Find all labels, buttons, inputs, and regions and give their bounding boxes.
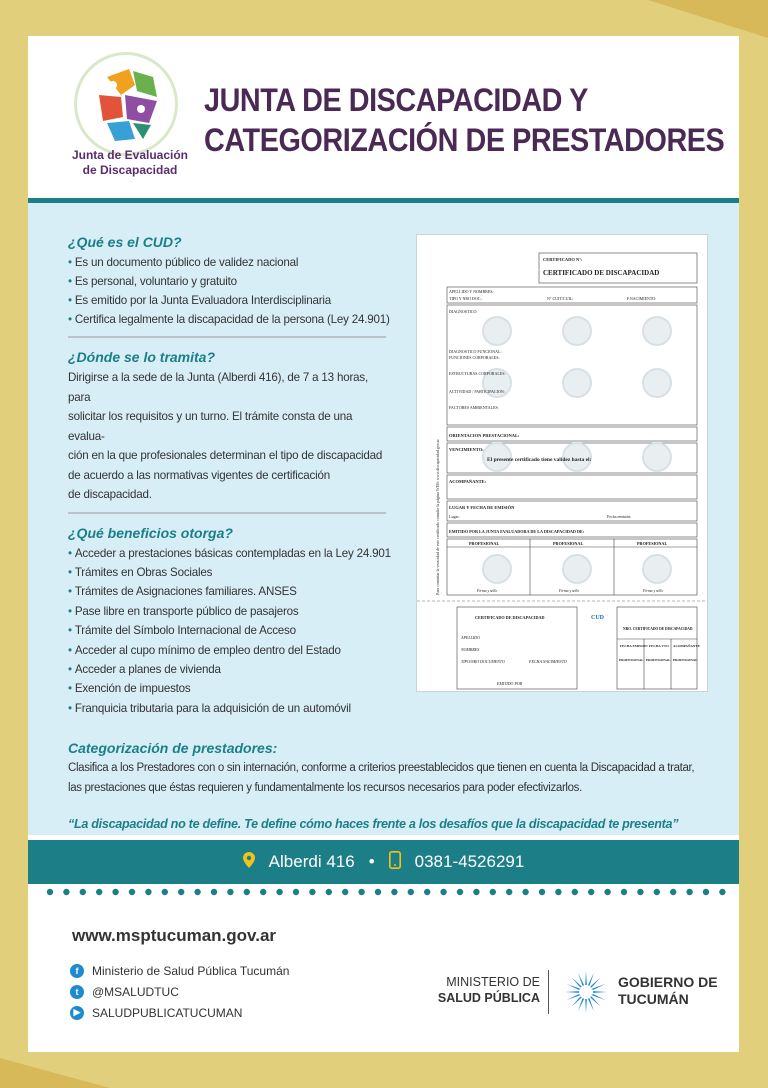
dot (194, 889, 200, 895)
dot (80, 889, 86, 895)
list-item: • Franquicia tributaria para la adquisición de un automóvil (68, 699, 388, 718)
info-column (68, 233, 391, 718)
list-item: • Trámite del Símbolo Internacional de Acceso (68, 621, 388, 640)
list-item: • Trámites de Asignaciones familiares. ANSES (68, 582, 388, 601)
dot (309, 889, 315, 895)
cert-field: ACTIVIDAD / PARTICIPACION: (449, 389, 505, 394)
location-pin-icon (243, 852, 255, 873)
sun-ray (593, 991, 607, 993)
gobierno-line-1: GOBIERNO DE (618, 974, 718, 990)
dot (178, 889, 184, 895)
tramite-text (68, 368, 388, 505)
cert-field: EMITIDO POR LA JUNTA EVALUADORA DE LA DISCAPACIDAD DE: (449, 529, 585, 534)
text-line: las prestaciones que éstas requieren y fundamentalmente los recursos necesarios para poder efectivizarlos. (68, 781, 582, 794)
cert-field: APELLIDO Y NOMBRES: (449, 289, 494, 294)
cert-field: DIAGNOSTICO FUNCIONAL: (449, 349, 502, 354)
cert-validez: El presente certificado tiene validez hasta el: (487, 457, 592, 463)
ministerio-line-2: SALUD PÚBLICA (437, 991, 540, 1005)
certificate-image (416, 234, 708, 692)
dot (457, 889, 463, 895)
cert-profesional: PROFESIONAL (469, 541, 500, 546)
dot (211, 889, 217, 895)
sun-ray (585, 971, 587, 985)
dot (424, 889, 430, 895)
ministerio-logo-text (430, 974, 540, 1006)
dot (358, 889, 364, 895)
facebook-icon: f (70, 964, 84, 978)
junta-logo (60, 52, 200, 182)
text-line: de acuerdo a las normativas vigentes de certificación (68, 468, 331, 482)
dot (276, 889, 282, 895)
list-item: • Certifica legalmente la discapacidad de la persona (Ley 24.901) (68, 310, 388, 329)
categorizacion-text (68, 759, 708, 798)
dot (342, 889, 348, 895)
corner-decoration (0, 1058, 110, 1088)
facebook-link[interactable] (70, 960, 289, 981)
dot (637, 889, 643, 895)
cert-firma: Firma y sello (643, 589, 664, 593)
website-link[interactable]: www.msptucuman.gov.ar (72, 926, 277, 945)
certificate-form (417, 235, 707, 691)
cert-stub-field: ACOMPAÑANTE (673, 644, 700, 648)
cert-field: VENCIMIENTO: (449, 447, 484, 452)
dot (588, 889, 594, 895)
sun-ray (588, 998, 594, 1011)
cert-label-no: CERTIFICADO N°: (543, 257, 583, 262)
sun-ray (565, 991, 579, 993)
cert-stub-field: TIPO/NRO DOCUMENTO (461, 659, 505, 664)
dot (621, 889, 627, 895)
twitter-link[interactable] (70, 981, 289, 1002)
header (28, 36, 739, 200)
sun-ray (585, 999, 587, 1013)
logo-text (60, 148, 200, 178)
youtube-link[interactable] (70, 1002, 289, 1023)
cert-firma: Firma y sello (559, 589, 580, 593)
gobierno-logo-text (618, 974, 718, 1008)
text-line: de discapacidad. (68, 488, 152, 501)
cud-list (68, 253, 388, 329)
dot (260, 889, 266, 895)
title-line-2: CATEGORIZACIÓN DE PRESTADORES (204, 122, 725, 158)
sun-ray (588, 973, 594, 986)
page-title (204, 80, 725, 160)
cert-stub-field: FECHA NACIMIENTO (529, 659, 567, 664)
cert-title: CERTIFICADO DE DISCAPACIDAD (543, 269, 660, 277)
categorizacion-section (68, 739, 708, 798)
cert-profesional: PROFESIONAL (553, 541, 584, 546)
social-links (70, 960, 289, 1023)
youtube-label: SALUDPUBLICATUCUMAN (92, 1005, 243, 1020)
cert-field: ORIENTACION PRESTACIONAL: (449, 433, 520, 438)
dot (326, 889, 332, 895)
dot (145, 889, 151, 895)
sun-ray (567, 994, 580, 1000)
cert-field: ESTRUCTURAS CORPORALES: (449, 371, 506, 376)
cert-stub-field: NOMBRES (461, 647, 480, 652)
dot (47, 889, 53, 895)
dot (408, 889, 414, 895)
dot (490, 889, 496, 895)
footer (28, 900, 739, 1052)
cert-field: TIPO Y NRO DOC.: (449, 296, 483, 301)
dot (63, 889, 69, 895)
logo-separator (548, 970, 549, 1014)
cert-firma: Firma y sello (477, 589, 498, 593)
cert-profesional: PROFESIONAL (637, 541, 668, 546)
logo-puzzle-icon (77, 55, 175, 153)
dot (391, 889, 397, 895)
cud-heading: ¿Qué es el CUD? (68, 234, 182, 250)
ministerio-line-1: MINISTERIO DE (446, 975, 540, 989)
cert-side-text: Para constatar la veracidad de este certificado consulte la página WEB: www.discapacidad.gov.ar (435, 439, 440, 595)
dot (572, 889, 578, 895)
quote: “La discapacidad no te define. Te define cómo haces frente a los desafíos que la discapacidad te presenta” (68, 817, 679, 831)
dot (112, 889, 118, 895)
cert-field: ACOMPAÑANTE: (449, 479, 487, 484)
contact-separator: • (368, 852, 375, 871)
text-line: ción en la que profesionales determinan el tipo de discapacidad (68, 449, 383, 462)
beneficios-heading: ¿Qué beneficios otorga? (68, 524, 233, 541)
sun-ray (592, 994, 605, 1000)
categorizacion-heading: Categorización de prestadores: (68, 740, 278, 756)
cert-stub-field: PROFESIONAL (619, 658, 644, 662)
dot (604, 889, 610, 895)
cert-field: Lugar: (449, 514, 460, 519)
sun-ray (592, 984, 605, 990)
gobierno-sun-icon (564, 970, 608, 1014)
dot (703, 889, 709, 895)
list-item: • Acceder a prestaciones básicas contempladas en la Ley 24.901 (68, 544, 388, 563)
cert-stub-field: EMITIDO POR (497, 681, 523, 686)
twitter-icon: t (70, 985, 84, 999)
dotted-divider (46, 888, 726, 896)
dot (555, 889, 561, 895)
dot (473, 889, 479, 895)
dot (162, 889, 168, 895)
cud-logo: CUD (591, 615, 604, 621)
contact-bar (28, 840, 739, 884)
dot (670, 889, 676, 895)
cert-stub-field: FECHA EMISION (620, 644, 648, 648)
cert-field: FUNCIONES CORPORALES: (449, 355, 500, 360)
logo-emblem (74, 52, 178, 156)
sun-ray (567, 984, 580, 990)
dot (654, 889, 660, 895)
dot (506, 889, 512, 895)
text-line: Clasifica a los Prestadores con o sin internación, conforme a criterios preestablecidos que tienen en cuenta la Discapacidad a tratar, (68, 762, 695, 774)
cert-stub-title: CERTIFICADO DE DISCAPACIDAD (475, 615, 545, 620)
cert-field: FACTORES AMBIENTALES: (449, 405, 499, 410)
sun-ray (578, 998, 584, 1011)
dot (96, 889, 102, 895)
dot (375, 889, 381, 895)
title-line-1: JUNTA DE DISCAPACIDAD Y (204, 82, 588, 118)
phone-icon (389, 851, 401, 874)
list-item: • Acceder al cupo mínimo de empleo dentro del Estado (68, 641, 388, 660)
section-divider (68, 512, 386, 514)
main-content (28, 203, 739, 835)
cert-stub-field: NRO. CERTIFICADO DE DISCAPACIDAD (623, 627, 693, 631)
cert-field: N° CUIT/CUIL: (547, 296, 574, 301)
cert-field: Fecha emisión: (607, 514, 632, 519)
cert-stub-field: PROFESIONAL (673, 658, 698, 662)
cert-field: DIAGNOSTICO: (449, 309, 478, 314)
cert-field: F.NACIMIENTO: (627, 296, 657, 301)
twitter-label: @MSALUDTUC (92, 984, 179, 999)
dot (522, 889, 528, 895)
section-divider (68, 336, 386, 338)
list-item: • Acceder a planes de vivienda (68, 660, 388, 679)
flyer-card (28, 36, 739, 1052)
list-item: • Es personal, voluntario y gratuito (68, 272, 388, 291)
text-line: Dirigirse a la sede de la Junta (Alberdi 416), de 7 a 13 horas, para (68, 371, 368, 404)
dot (227, 889, 233, 895)
tramite-heading: ¿Dónde se lo tramita? (68, 349, 216, 365)
list-item: • Trámites en Obras Sociales (68, 563, 388, 582)
list-item: • Pase libre en transporte público de pasajeros (68, 602, 388, 621)
dot (129, 889, 135, 895)
dot (440, 889, 446, 895)
beneficios-list (68, 544, 391, 719)
dot (686, 889, 692, 895)
logo-line-2: de Discapacidad (82, 163, 178, 177)
logo-line-1: Junta de Evaluación (71, 148, 189, 162)
text-line: solicitar los requisitos y un turno. El trámite consta de una evalua- (68, 410, 353, 443)
youtube-icon: ▶ (70, 1006, 84, 1020)
list-item: • Es un documento público de validez nacional (68, 253, 388, 272)
corner-decoration (648, 0, 768, 38)
facebook-label: Ministerio de Salud Pública Tucumán (92, 963, 290, 978)
cert-field: LUGAR Y FECHA DE EMISIÓN (449, 505, 515, 510)
list-item: • Exención de impuestos (68, 679, 388, 698)
dot (293, 889, 299, 895)
cert-stub-field: PROFESIONAL (646, 658, 671, 662)
dot (244, 889, 250, 895)
address: Alberdi 416 (268, 852, 355, 871)
list-item: • Es emitido por la Junta Evaluadora Interdisciplinaria (68, 291, 388, 310)
cert-stub-field: FECHA VTO (649, 644, 669, 648)
cert-stub-field: APELLIDO (461, 635, 480, 640)
phone-number[interactable]: 0381-4526291 (414, 852, 525, 871)
gobierno-line-2: TUCUMÁN (618, 991, 689, 1007)
sun-ray (578, 973, 584, 986)
dot (719, 889, 725, 895)
dot (539, 889, 545, 895)
